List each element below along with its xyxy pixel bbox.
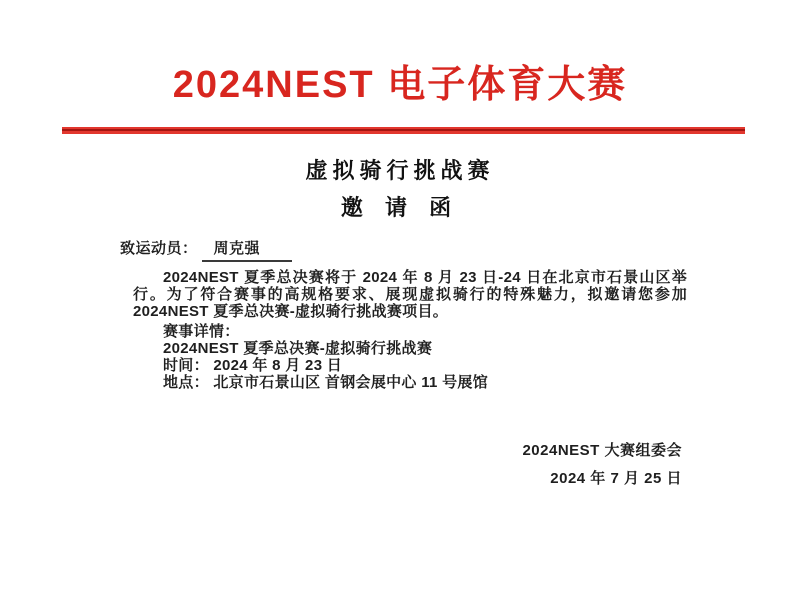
title-divider-rule <box>62 127 745 134</box>
details-heading: 赛事详情： <box>163 323 240 341</box>
salutation-line <box>120 239 800 262</box>
athlete-name-field: 周克强 <box>202 239 293 262</box>
event-time-line: 时间： 2024 年 8 月 23 日 <box>163 357 343 375</box>
document-title: 2024NEST 电子体育大赛 <box>172 64 628 106</box>
event-subtitle: 虚拟骑行挑战赛 <box>305 157 495 183</box>
salutation-label: 致运动员： <box>120 240 198 258</box>
signature-block <box>0 437 682 493</box>
letter-heading: 邀 请 函 <box>340 195 460 221</box>
event-name-line: 2024NEST 夏季总决赛-虚拟骑行挑战赛 <box>163 340 433 358</box>
organizer-signature: 2024NEST 大赛组委会 <box>522 442 682 460</box>
invitation-paragraph: 2024NEST 夏季总决赛将于 2024 年 8 月 23 日-24 日在北京市石景山区举行。为了符合赛事的高规格要求、展现虚拟骑行的特殊魅力，拟邀请您参加 2024NEST 夏季总决赛-虚拟骑行挑战赛项目。 <box>133 269 687 321</box>
event-location-line: 地点： 北京市石景山区 首钢会展中心 11 号展馆 <box>163 374 489 392</box>
signature-date: 2024 年 7 月 25 日 <box>550 470 682 488</box>
event-details-block <box>133 323 687 391</box>
